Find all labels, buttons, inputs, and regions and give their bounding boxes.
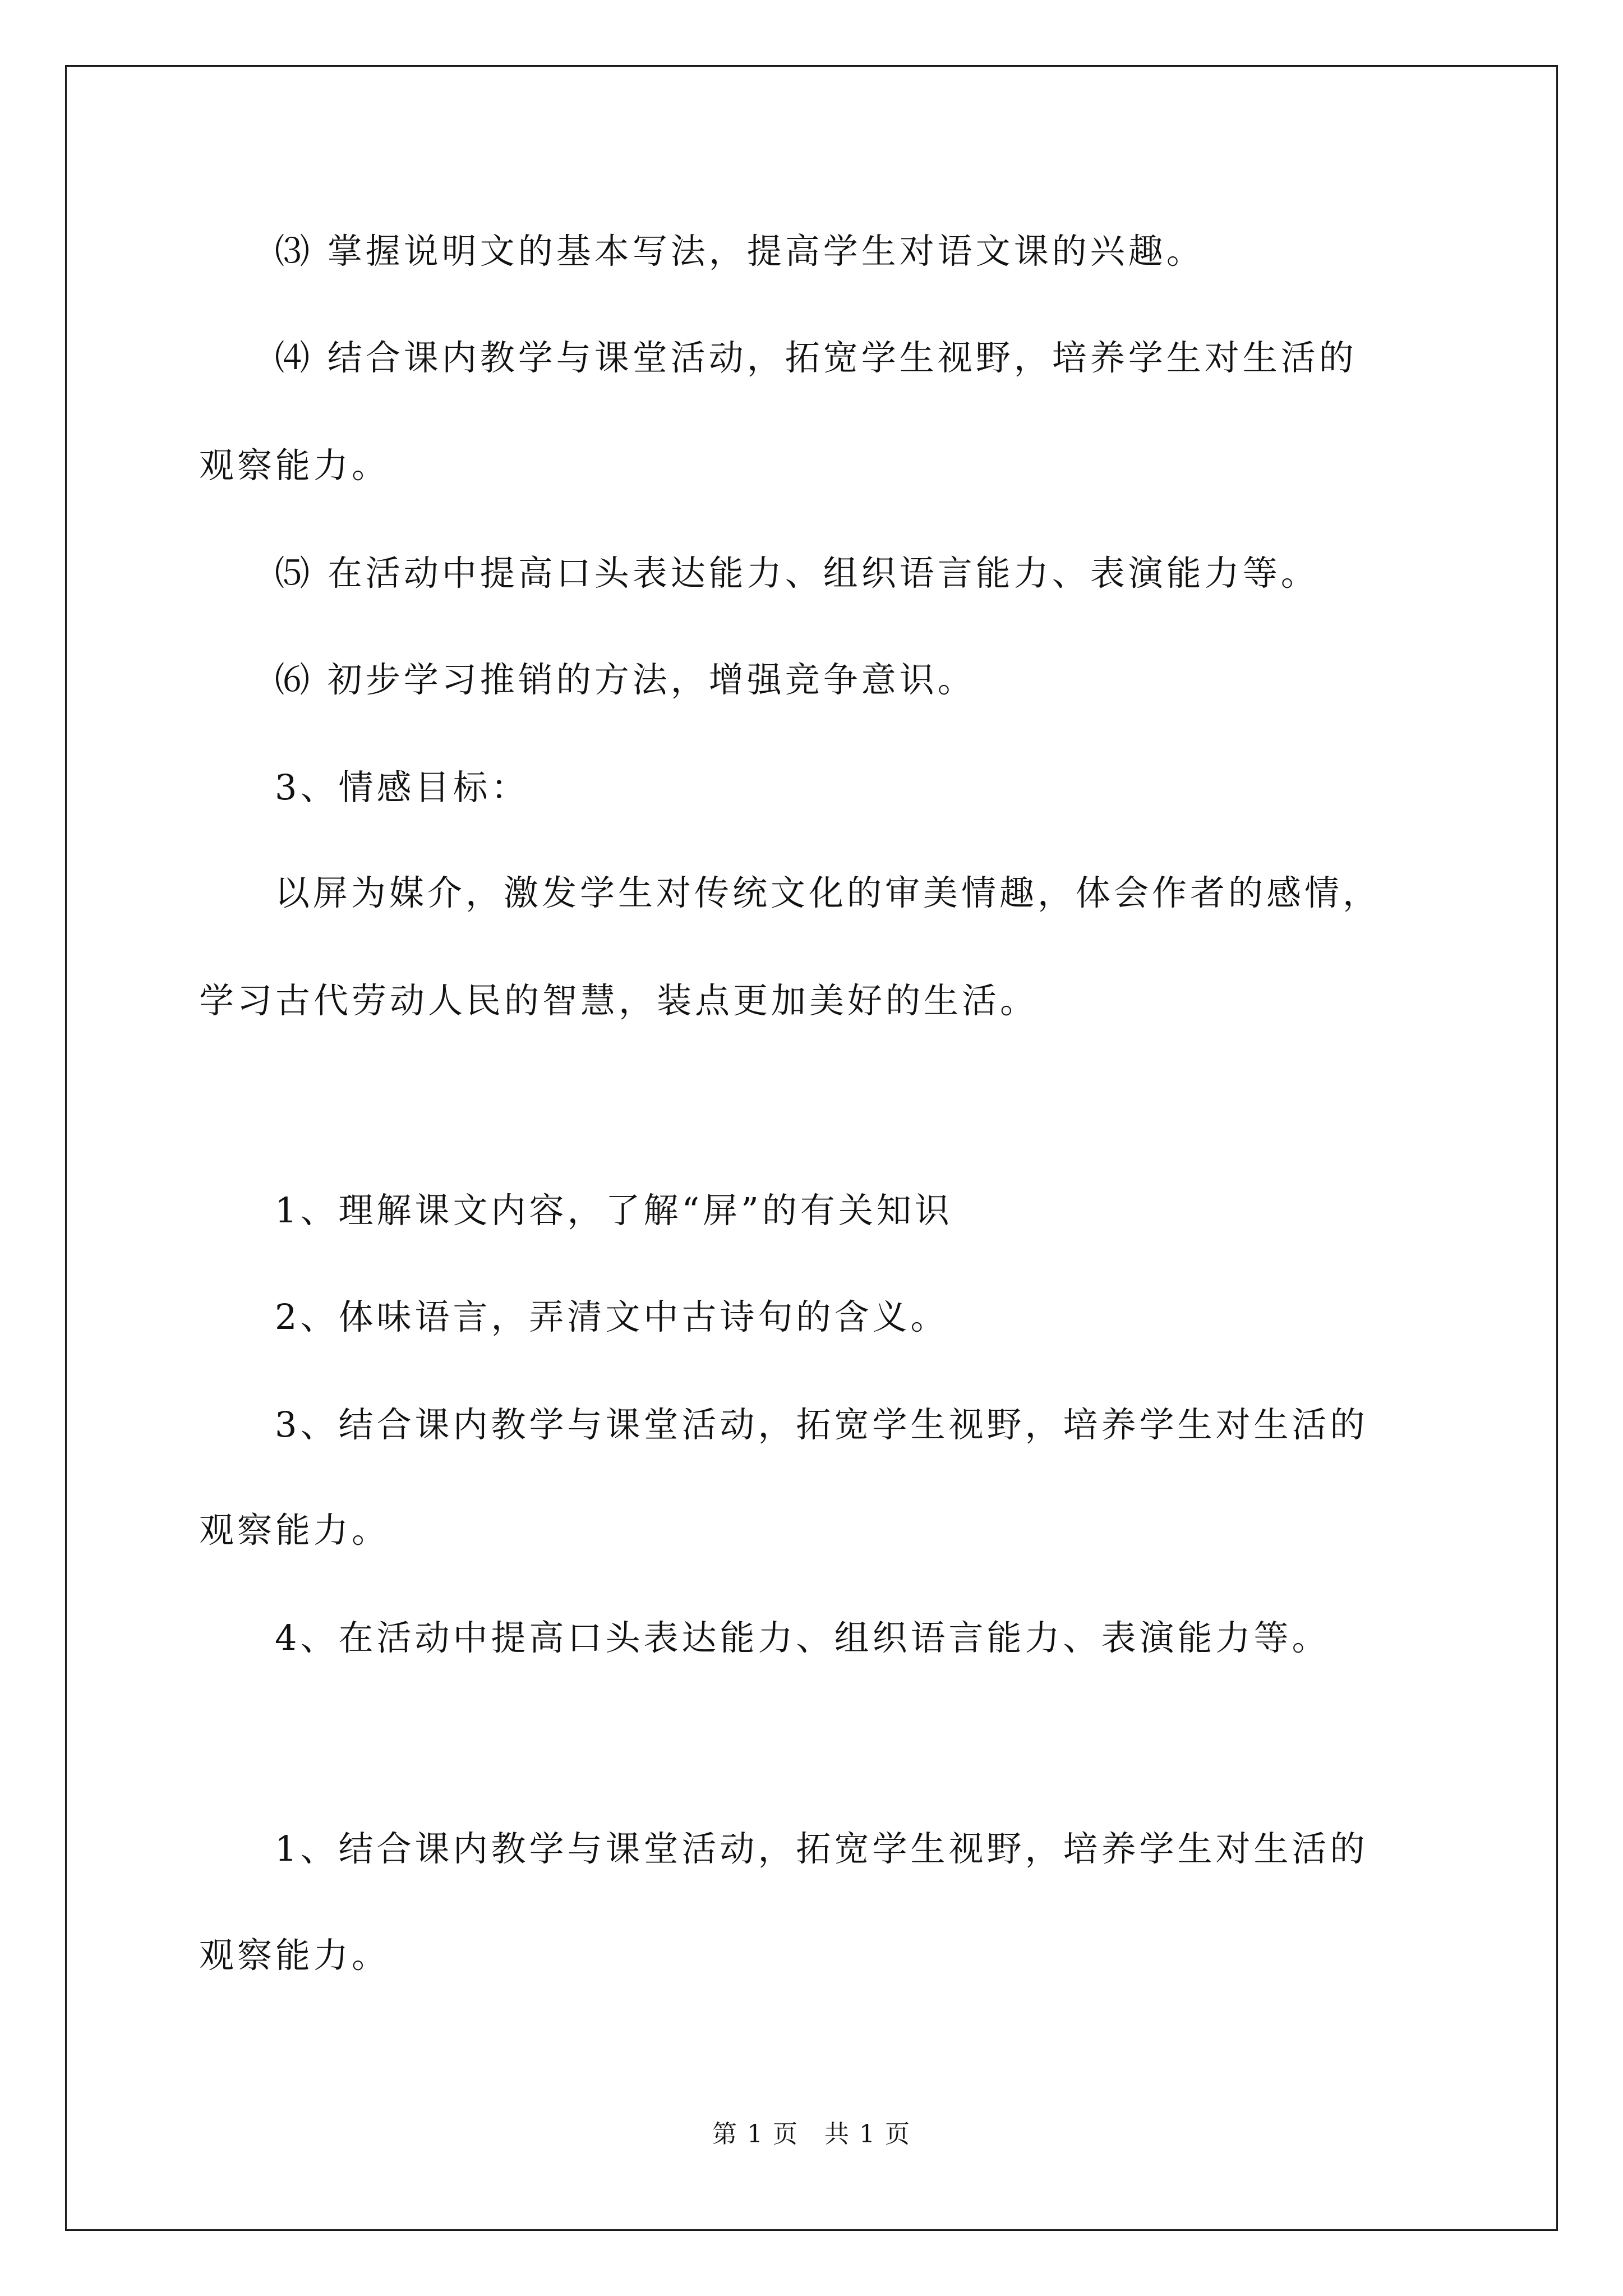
- page-border: [65, 65, 1558, 2231]
- page-number-footer: 第 1 页 共 1 页: [712, 2120, 911, 2148]
- text-line: 4、在活动中提高口头表达能力、组织语言能力、表演能力等。: [275, 1617, 1330, 1658]
- text-line: ⑶ 掌握说明文的基本写法，提高学生对语文课的兴趣。: [275, 231, 1205, 272]
- text-line: 观察能力。: [199, 1935, 390, 1976]
- text-line: ⑷ 结合课内教学与课堂活动，拓宽学生视野，培养学生对生活的: [275, 337, 1357, 378]
- text-line: 以屏为媒介，激发学生对传统文化的审美情趣，体会作者的感情，: [275, 872, 1381, 913]
- text-line: 1、理解课文内容，了解“屏”的有关知识: [275, 1190, 953, 1231]
- text-line: 观察能力。: [199, 1510, 390, 1550]
- text-line: 学习古代劳动人民的智慧，装点更加美好的生活。: [199, 980, 1039, 1021]
- text-line: ⑹ 初步学习推销的方法，增强竞争意识。: [275, 659, 976, 700]
- text-line: ⑸ 在活动中提高口头表达能力、组织语言能力、表演能力等。: [275, 553, 1319, 593]
- text-line: 3、情感目标：: [275, 767, 529, 808]
- text-line: 1、结合课内教学与课堂活动，拓宽学生视野，培养学生对生活的: [275, 1828, 1368, 1869]
- text-line: 3、结合课内教学与课堂活动，拓宽学生视野，培养学生对生活的: [275, 1404, 1368, 1445]
- text-line: 2、体味语言，弄清文中古诗句的含义。: [275, 1296, 949, 1337]
- text-line: 观察能力。: [199, 445, 390, 486]
